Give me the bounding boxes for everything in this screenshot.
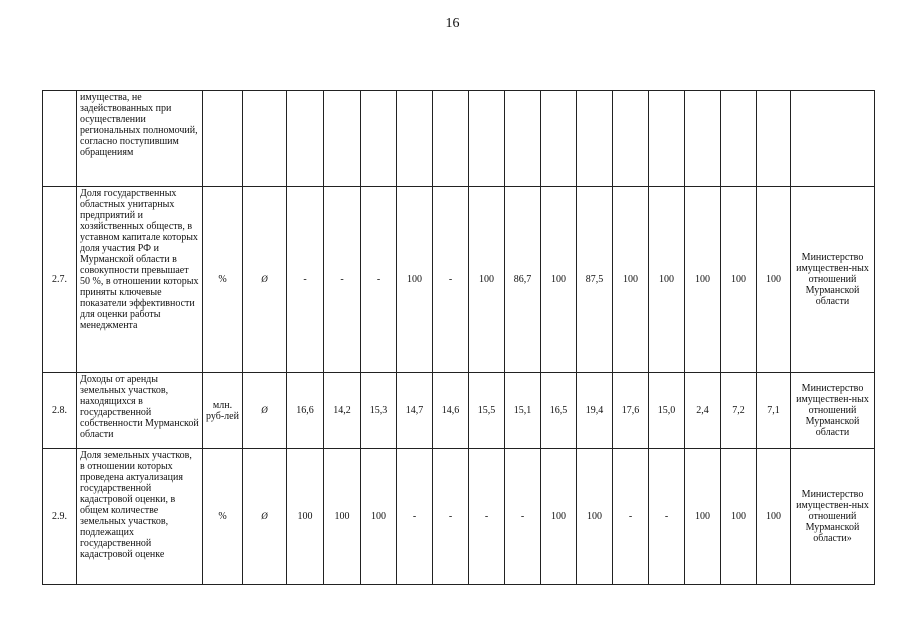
value-cell: 15,5 (469, 373, 505, 449)
row-number: 2.7. (43, 187, 77, 373)
value-cell: 100 (324, 449, 361, 585)
value-cell: 100 (577, 449, 613, 585)
responsible-body (791, 91, 875, 187)
value-cell (541, 91, 577, 187)
value-cell (757, 91, 791, 187)
value-cell: 100 (757, 187, 791, 373)
value-cell: - (469, 449, 505, 585)
value-cell: - (324, 187, 361, 373)
table-row (43, 91, 875, 187)
row-number (43, 91, 77, 187)
value-cell: 100 (397, 187, 433, 373)
value-cell: - (649, 449, 685, 585)
value-cell (721, 91, 757, 187)
value-cell: - (287, 187, 324, 373)
responsible-body: Министерство имуществен-ных отношений Мурманской области (791, 373, 875, 449)
value-cell (397, 91, 433, 187)
mark-cell: Ø (243, 373, 287, 449)
value-cell (649, 91, 685, 187)
value-cell: 2,4 (685, 373, 721, 449)
indicator-description: Доходы от аренды земельных участков, находящихся в государственной собственности Мурманской области (77, 373, 203, 449)
responsible-body: Министерство имуществен-ных отношений Мурманской области (791, 187, 875, 373)
value-cell: 15,1 (505, 373, 541, 449)
unit-cell: % (203, 187, 243, 373)
value-cell (361, 91, 397, 187)
value-cell: 16,6 (287, 373, 324, 449)
page-number: 16 (445, 16, 460, 31)
value-cell: 14,6 (433, 373, 469, 449)
value-cell (324, 91, 361, 187)
indicator-description: Доля земельных участков, в отношении которых проведена актуализация государственной кадастровой оценки, в общем количестве земельных участков, подлежащих государственной кадастровой оценке (77, 449, 203, 585)
value-cell: 100 (757, 449, 791, 585)
row-number: 2.8. (43, 373, 77, 449)
value-cell (433, 91, 469, 187)
value-cell (505, 91, 541, 187)
table-row (43, 373, 875, 449)
value-cell: 100 (721, 449, 757, 585)
value-cell: 19,4 (577, 373, 613, 449)
value-cell: 100 (469, 187, 505, 373)
value-cell (613, 91, 649, 187)
mark-cell: Ø (243, 187, 287, 373)
value-cell: - (397, 449, 433, 585)
value-cell: - (613, 449, 649, 585)
value-cell: - (433, 187, 469, 373)
value-cell: - (361, 187, 397, 373)
value-cell: 100 (613, 187, 649, 373)
responsible-body: Министерство имуществен-ных отношений Мурманской области» (791, 449, 875, 585)
value-cell: 7,1 (757, 373, 791, 449)
unit-cell: млн. руб-лей (203, 373, 243, 449)
value-cell (469, 91, 505, 187)
value-cell: 7,2 (721, 373, 757, 449)
indicator-description: Доля государственных областных унитарных предприятий и хозяйственных обществ, в уставном капитале которых доля участия РФ и Мурманской области в совокупности превышает 50 %, в отношении которых приняты ключевые показатели эффективности для оценки работы менеджмента (77, 187, 203, 373)
value-cell (685, 91, 721, 187)
value-cell: 16,5 (541, 373, 577, 449)
value-cell: 14,2 (324, 373, 361, 449)
value-cell: 15,3 (361, 373, 397, 449)
mark-cell (243, 91, 287, 187)
value-cell: 100 (685, 187, 721, 373)
value-cell: - (505, 449, 541, 585)
indicator-description: имущества, не задействованных при осуществлении региональных полномочий, согласно поступившим обращениям (77, 91, 203, 187)
value-cell: 14,7 (397, 373, 433, 449)
value-cell: 100 (361, 449, 397, 585)
unit-cell (203, 91, 243, 187)
table-row (43, 187, 875, 373)
value-cell: 17,6 (613, 373, 649, 449)
value-cell: 15,0 (649, 373, 685, 449)
value-cell: 100 (685, 449, 721, 585)
value-cell: 100 (287, 449, 324, 585)
value-cell: - (433, 449, 469, 585)
value-cell: 100 (541, 187, 577, 373)
value-cell: 100 (721, 187, 757, 373)
value-cell: 100 (649, 187, 685, 373)
value-cell: 87,5 (577, 187, 613, 373)
indicators-table (42, 90, 875, 585)
row-number: 2.9. (43, 449, 77, 585)
unit-cell: % (203, 449, 243, 585)
table-row (43, 449, 875, 585)
value-cell: 100 (541, 449, 577, 585)
mark-cell: Ø (243, 449, 287, 585)
value-cell (577, 91, 613, 187)
value-cell: 86,7 (505, 187, 541, 373)
value-cell (287, 91, 324, 187)
